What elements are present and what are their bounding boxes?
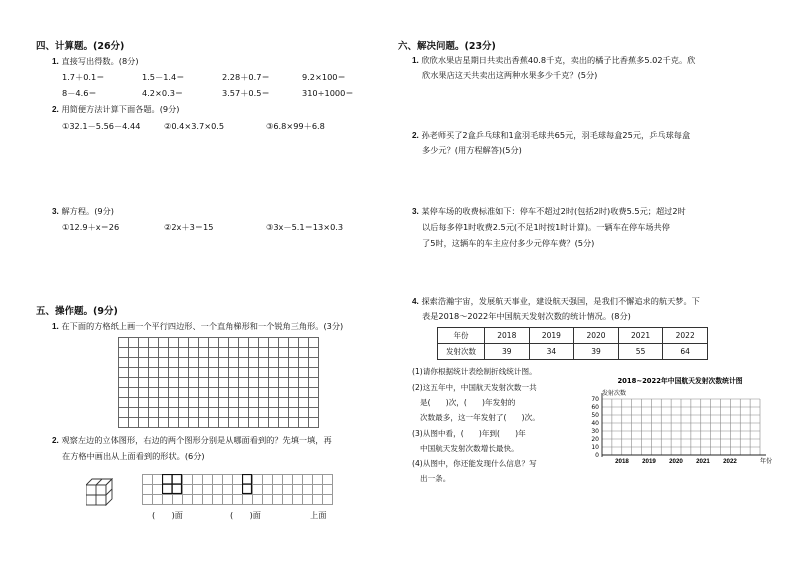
- table-cell: 2020: [574, 328, 619, 344]
- table-cell: 2018: [485, 328, 530, 344]
- op2-line1: 2. 观察左边的立体图形，右边的两个图形分别是从哪面看到的？先填一填，再: [52, 435, 332, 445]
- view-shape-2: [242, 474, 252, 494]
- section-5-title: 五、操作题。(9分): [36, 306, 118, 317]
- chart-y-tick-label: 20: [591, 436, 599, 443]
- p3-line3: 了5时，这辆车的车主应付多少元停车费？(5分): [422, 238, 595, 248]
- p2-line2: 多少元？(用方程解答)(5分): [422, 145, 522, 155]
- chart-x-tick-label: 2022: [723, 458, 737, 465]
- p4-sub2c: 次数最多，这一年发射了( )次。: [420, 413, 540, 422]
- grid-paper[interactable]: [118, 337, 319, 428]
- chart-y-tick-label: 10: [591, 444, 599, 451]
- table-cell: 2021: [618, 328, 663, 344]
- table-cell: 64: [663, 344, 708, 360]
- q1-expr: 9.2×100＝: [302, 72, 346, 82]
- chart-x-ticks: [615, 458, 737, 465]
- q2-item: ②0.4×3.7×0.5: [164, 121, 225, 131]
- table-header-row: [438, 328, 708, 344]
- p4-sub2b: 是( )次，( )年发射的: [420, 398, 516, 407]
- view-label-1: ( )面: [152, 510, 183, 520]
- q2-heading: 2. 用简便方法计算下面各题。(9分): [52, 104, 180, 114]
- p4-line2: 表是2018～2022年中国航天发射次数的统计情况。(8分): [422, 311, 631, 321]
- table-cell: 34: [529, 344, 574, 360]
- p4-sub3b: 中国航天发射次数增长最快。: [420, 444, 519, 453]
- chart-title: 2018~2022年中国航天发射次数统计图: [617, 377, 743, 385]
- q1-expr: 4.2×0.3＝: [142, 88, 184, 98]
- q1-expr: 8－4.6＝: [62, 88, 97, 98]
- q1-expr: 1.5－1.4＝: [142, 72, 185, 82]
- q3-heading: 3. 解方程。(9分): [52, 206, 114, 216]
- chart-y-tick-label: 40: [591, 420, 599, 427]
- chart-y-ticks: [591, 396, 599, 459]
- p1-line2: 欣水果店这天共卖出这两种水果多少千克？(5分): [422, 70, 598, 80]
- op1-heading: 1. 在下面的方格纸上画一个平行四边形、一个直角梯形和一个锐角三角形。(3分): [52, 321, 344, 331]
- chart-y-tick-label: 30: [591, 428, 599, 435]
- view-label-3: 上面: [310, 510, 327, 520]
- p3-line1: 3. 某停车场的收费标准如下：停车不超过2时(包括2时)收费5.5元；超过2时: [412, 206, 686, 216]
- chart-y-tick-label: 70: [591, 396, 599, 403]
- chart-x-tick-label: 2020: [669, 458, 683, 465]
- q3-item: ②2x＋3＝15: [164, 222, 214, 232]
- q2-item: ①32.1－5.56－4.44: [62, 121, 141, 131]
- section-6-title: 六、解决问题。(23分): [398, 41, 496, 52]
- table-row: [438, 344, 708, 360]
- p4-sub3a: (3)从图中看，( )年到( )年: [412, 429, 526, 438]
- chart-y-tick-label: 60: [591, 404, 599, 411]
- q1-heading: 1. 直接写出得数。(8分): [52, 56, 139, 66]
- table-cell: 55: [618, 344, 663, 360]
- q1-expr: 2.28＋0.7＝: [222, 72, 270, 82]
- p4-sub1: (1)请你根据统计表绘制折线统计图。: [412, 367, 537, 376]
- chart-x-tick-label: 2019: [642, 458, 656, 465]
- chart-y-tick-label: 0: [595, 452, 599, 459]
- launch-line-chart[interactable]: [580, 375, 775, 470]
- op2-line2: 在方格中画出从上面看到的形状。(6分): [62, 451, 205, 461]
- view-label-2: ( )面: [230, 510, 261, 520]
- q2-item: ③6.8×99＋6.8: [266, 121, 325, 131]
- view-shape-1: [162, 474, 182, 494]
- p2-line1: 2. 孙老师买了2盒乒乓球和1盒羽毛球共65元，羽毛球每盒25元，乒乓球每盒: [412, 130, 691, 140]
- section-4-title: 四、计算题。(26分): [36, 41, 125, 52]
- chart-grid: [602, 393, 766, 457]
- launch-table: [437, 327, 708, 360]
- table-cell: 2019: [529, 328, 574, 344]
- table-cell: 年份: [438, 328, 485, 344]
- q1-expr: 3.57＋0.5＝: [222, 88, 270, 98]
- p4-line1: 4. 探索浩瀚宇宙，发展航天事业，建设航天强国，是我们不懈追求的航天梦。下: [412, 296, 700, 306]
- chart-xlabel: 年份: [760, 458, 773, 465]
- cube-figure: [86, 478, 118, 506]
- table-cell: 39: [574, 344, 619, 360]
- q3-item: ①12.9＋x＝26: [62, 222, 120, 232]
- p1-line1: 1. 欣欣水果店星期日共卖出香蕉40.8千克，卖出的橘子比香蕉多5.02千克。欣: [412, 55, 696, 65]
- q1-expr: 310÷1000＝: [302, 88, 354, 98]
- table-cell: 发射次数: [438, 344, 485, 360]
- chart-x-tick-label: 2018: [615, 458, 629, 465]
- chart-x-tick-label: 2021: [696, 458, 710, 465]
- chart-y-tick-label: 50: [591, 412, 599, 419]
- table-cell: 39: [485, 344, 530, 360]
- q3-item: ③3x－5.1＝13×0.3: [266, 222, 344, 232]
- p4-sub2a: (2)这五年中，中国航天发射次数一共: [412, 383, 537, 392]
- table-cell: 2022: [663, 328, 708, 344]
- p4-sub4b: 出一条。: [420, 474, 451, 483]
- q1-expr: 1.7＋0.1＝: [62, 72, 105, 82]
- chart-ylabel: 发射次数: [602, 390, 627, 397]
- p3-line2: 以后每多停1时收费2.5元(不足1时按1时计算)。一辆车在停车场共停: [422, 222, 670, 232]
- p4-sub4a: (4)从图中，你还能发现什么信息？写: [412, 459, 537, 468]
